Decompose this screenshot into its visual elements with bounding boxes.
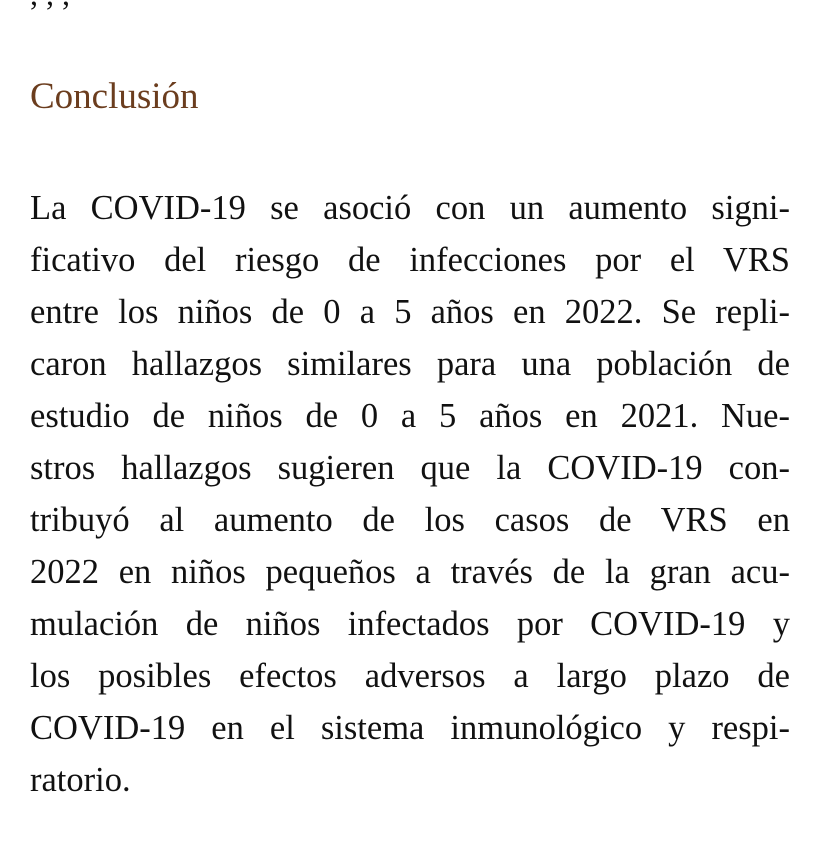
paragraph-line: COVID-19 en el sistema inmunológico y respi- xyxy=(30,709,790,747)
paragraph-line: tribuyó al aumento de los casos de VRS en xyxy=(30,501,790,539)
paragraph-line: mulación de niños infectados por COVID-19 y xyxy=(30,605,790,643)
paragraph-line: ratorio. xyxy=(30,761,131,799)
paragraph-line: ficativo del riesgo de infecciones por el VRS xyxy=(30,241,790,279)
paragraph-line: caron hallazgos similares para una población de xyxy=(30,345,790,383)
paragraph-line: La COVID-19 se asoció con un aumento signi- xyxy=(30,189,790,227)
paragraph-line: entre los niños de 0 a 5 años en 2022. Se repli- xyxy=(30,293,790,331)
paragraph-line: 2022 en niños pequeños a través de la gran acu- xyxy=(30,553,790,591)
paragraph-line: estudio de niños de 0 a 5 años en 2021. Nue- xyxy=(30,397,790,435)
section-heading: Conclusión xyxy=(30,76,199,117)
conclusion-paragraph xyxy=(30,182,790,806)
paragraph-line: los posibles efectos adversos a largo plazo de xyxy=(30,657,790,695)
previous-text-fragment xyxy=(30,0,810,14)
paragraph-line: stros hallazgos sugieren que la COVID-19 con- xyxy=(30,449,790,487)
